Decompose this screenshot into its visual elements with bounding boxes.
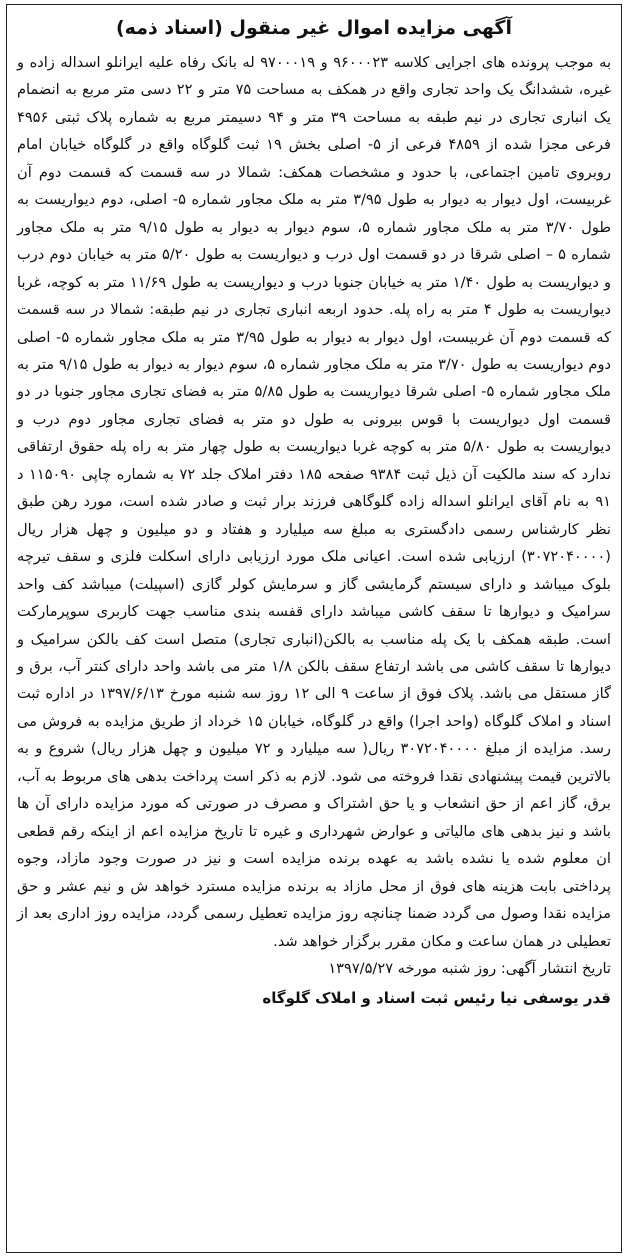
notice-title: آگهی مزایده اموال غیر منقول (اسناد ذمه) xyxy=(115,17,512,39)
auction-notice xyxy=(6,4,622,1253)
signature-line: قدر یوسفی نیا رئیس ثبت اسناد و املاک گلوگاه xyxy=(262,988,611,1007)
notice-body: به موجب پرونده های اجرایی کلاسه ۹۶۰۰۰۲۳ و ۹۷۰۰۰۱۹ له بانک رفاه علیه ایرانلو اسداله زاده و غیره، ششدانگ یک واحد تجاری واقع در همکف به مساحت ۷۵ متر و ۲۲ دسی متر مربع به انضمام یک انباری تجاری در نیم طبقه به مساحت ۳۹ متر و ۹۴ دسیمتر مربع به شماره پلاک ثبتی ۴۹۵۶ فرعی مجزا شده از ۴۸۵۹ فرعی از ۵- اصلی بخش ۱۹ ثبت گلوگاه واقع در گلوگاه خیابان امام روبروی تامین اجتماعی، با حدود و مشخصات همکف: شمالا در سه قسمت که قسمت دوم آن غربیست، اول دیوار به دیوار به طول ۳/۹۵ متر به ملک مجاور شماره ۵- اصلی، دوم دیواریست به طول ۳/۷۰ متر به ملک مجاور شماره ۵، سوم دیوار به دیوار به طول ۹/۱۵ متر به ملک مجاور شماره ۵ – اصلی شرقا در دو قسمت اول درب و دیواریست به طول ۵/۲۰ متر به خیابان دوم درب و دیواریست به طول ۱/۴۰ متر به خیابان جنوبا درب و دیواریست به طول ۱۱/۶۹ متر به کوچه، غربا دیواریست به طول ۴ متر به راه پله. حدود اربعه انباری تجاری در نیم طبقه: شمالا در سه قسمت که قسمت دوم آن غربیست، اول دیوار به دیوار به طول ۳/۹۵ متر به ملک مجاور شماره ۵- اصلی دوم دیواریست به طول ۳/۷۰ متر به ملک مجاور شماره ۵، سوم دیوار به دیوار به طول ۹/۱۵ متر به ملک مجاور شماره ۵- اصلی شرقا دیواریست به طول ۵/۸۵ متر به فضای تجاری مجاور جنوبا در دو قسمت اول دیواریست با قوس بیرونی به طول دو متر به فضای تجاری مجاور دوم درب و دیواریست به طول ۵/۸۰ متر به کوچه غربا دیواریست به طول چهار متر به راه پله حقوق ارتفاقی ندارد که سند مالکیت آن ذیل ثبت ۹۳۸۴ صفحه ۱۸۵ دفتر املاک جلد ۷۲ به شماره چاپی ۱۱۵۰۹۰ د ۹۱ به نام آقای ایرانلو اسداله زاده گلوگاهی فرزند برار ثبت و صادر شده است، مورد رهن طبق نظر کارشناس رسمی دادگستری به مبلغ سه میلیارد و هفتاد و دو میلیون و چهل هزار ریال (۳۰۷۲۰۴۰۰۰۰) ارزیابی شده است. اعیانی ملک مورد ارزیابی دارای اسکلت فلزی و سقف تیرچه بلوک میباشد و دارای سیستم گرمایشی گاز و سرمایش کولر گازی (اسپیلت) میباشد کف واحد سرامیک و دیوارها تا سقف کاشی میباشد دارای قفسه بندی مناسب جهت کاربری سوپرمارکت است. طبقه همکف با یک پله مناسب به بالکن(انباری تجاری) متصل است کف بالکن سرامیک و دیوارها تا سقف کاشی می باشد ارتفاع سقف بالکن ۱/۸ متر می باشد واحد دارای کنتر آب، برق و گاز مستقل می باشد. پلاک فوق از ساعت ۹ الی ۱۲ روز سه شنبه مورخ ۱۳۹۷/۶/۱۳ در اداره ثبت اسناد و املاک گلوگاه (واحد اجرا) واقع در گلوگاه، خیابان ۱۵ خرداد از طریق مزایده به فروش می رسد. مزایده از مبلغ ۳۰۷۲۰۴۰۰۰۰ ریال( سه میلیارد و ۷۲ میلیون و چهل هزار ریال) شروع و به بالاترین قیمت پیشنهادی نقدا فروخته می شود. لازم به ذکر است پرداخت بدهی های مربوط به آب، برق، گاز اعم از حق انشعاب و یا حق اشتراک و مصرف در صورتی که مورد مزایده دارای آن ها باشد و نیز بدهی های مالیاتی و عوارض شهرداری و غیره تا تاریخ مزایده اعم از اینکه رقم قطعی ان معلوم شده یا نشده باشد به عهده برنده مزایده است و نیز در صورت وجود مازاد، وجوه پرداختی بابت هزینه های فوق از محل مازاد به برنده مزایده مسترد خواهد ش و نیم عشر و حق مزایده نقدا وصول می گردد ضمنا چنانچه روز مزایده تعطیل رسمی گردد، مزایده روز اداری بعد از تعطیلی در همان ساعت و مکان مقرر برگزار خواهد شد. xyxy=(17,54,612,950)
publish-date-line: تاریخ انتشار آگهی: روز شنبه مورخه ۱۳۹۷/۵/۲۷ xyxy=(328,959,611,977)
